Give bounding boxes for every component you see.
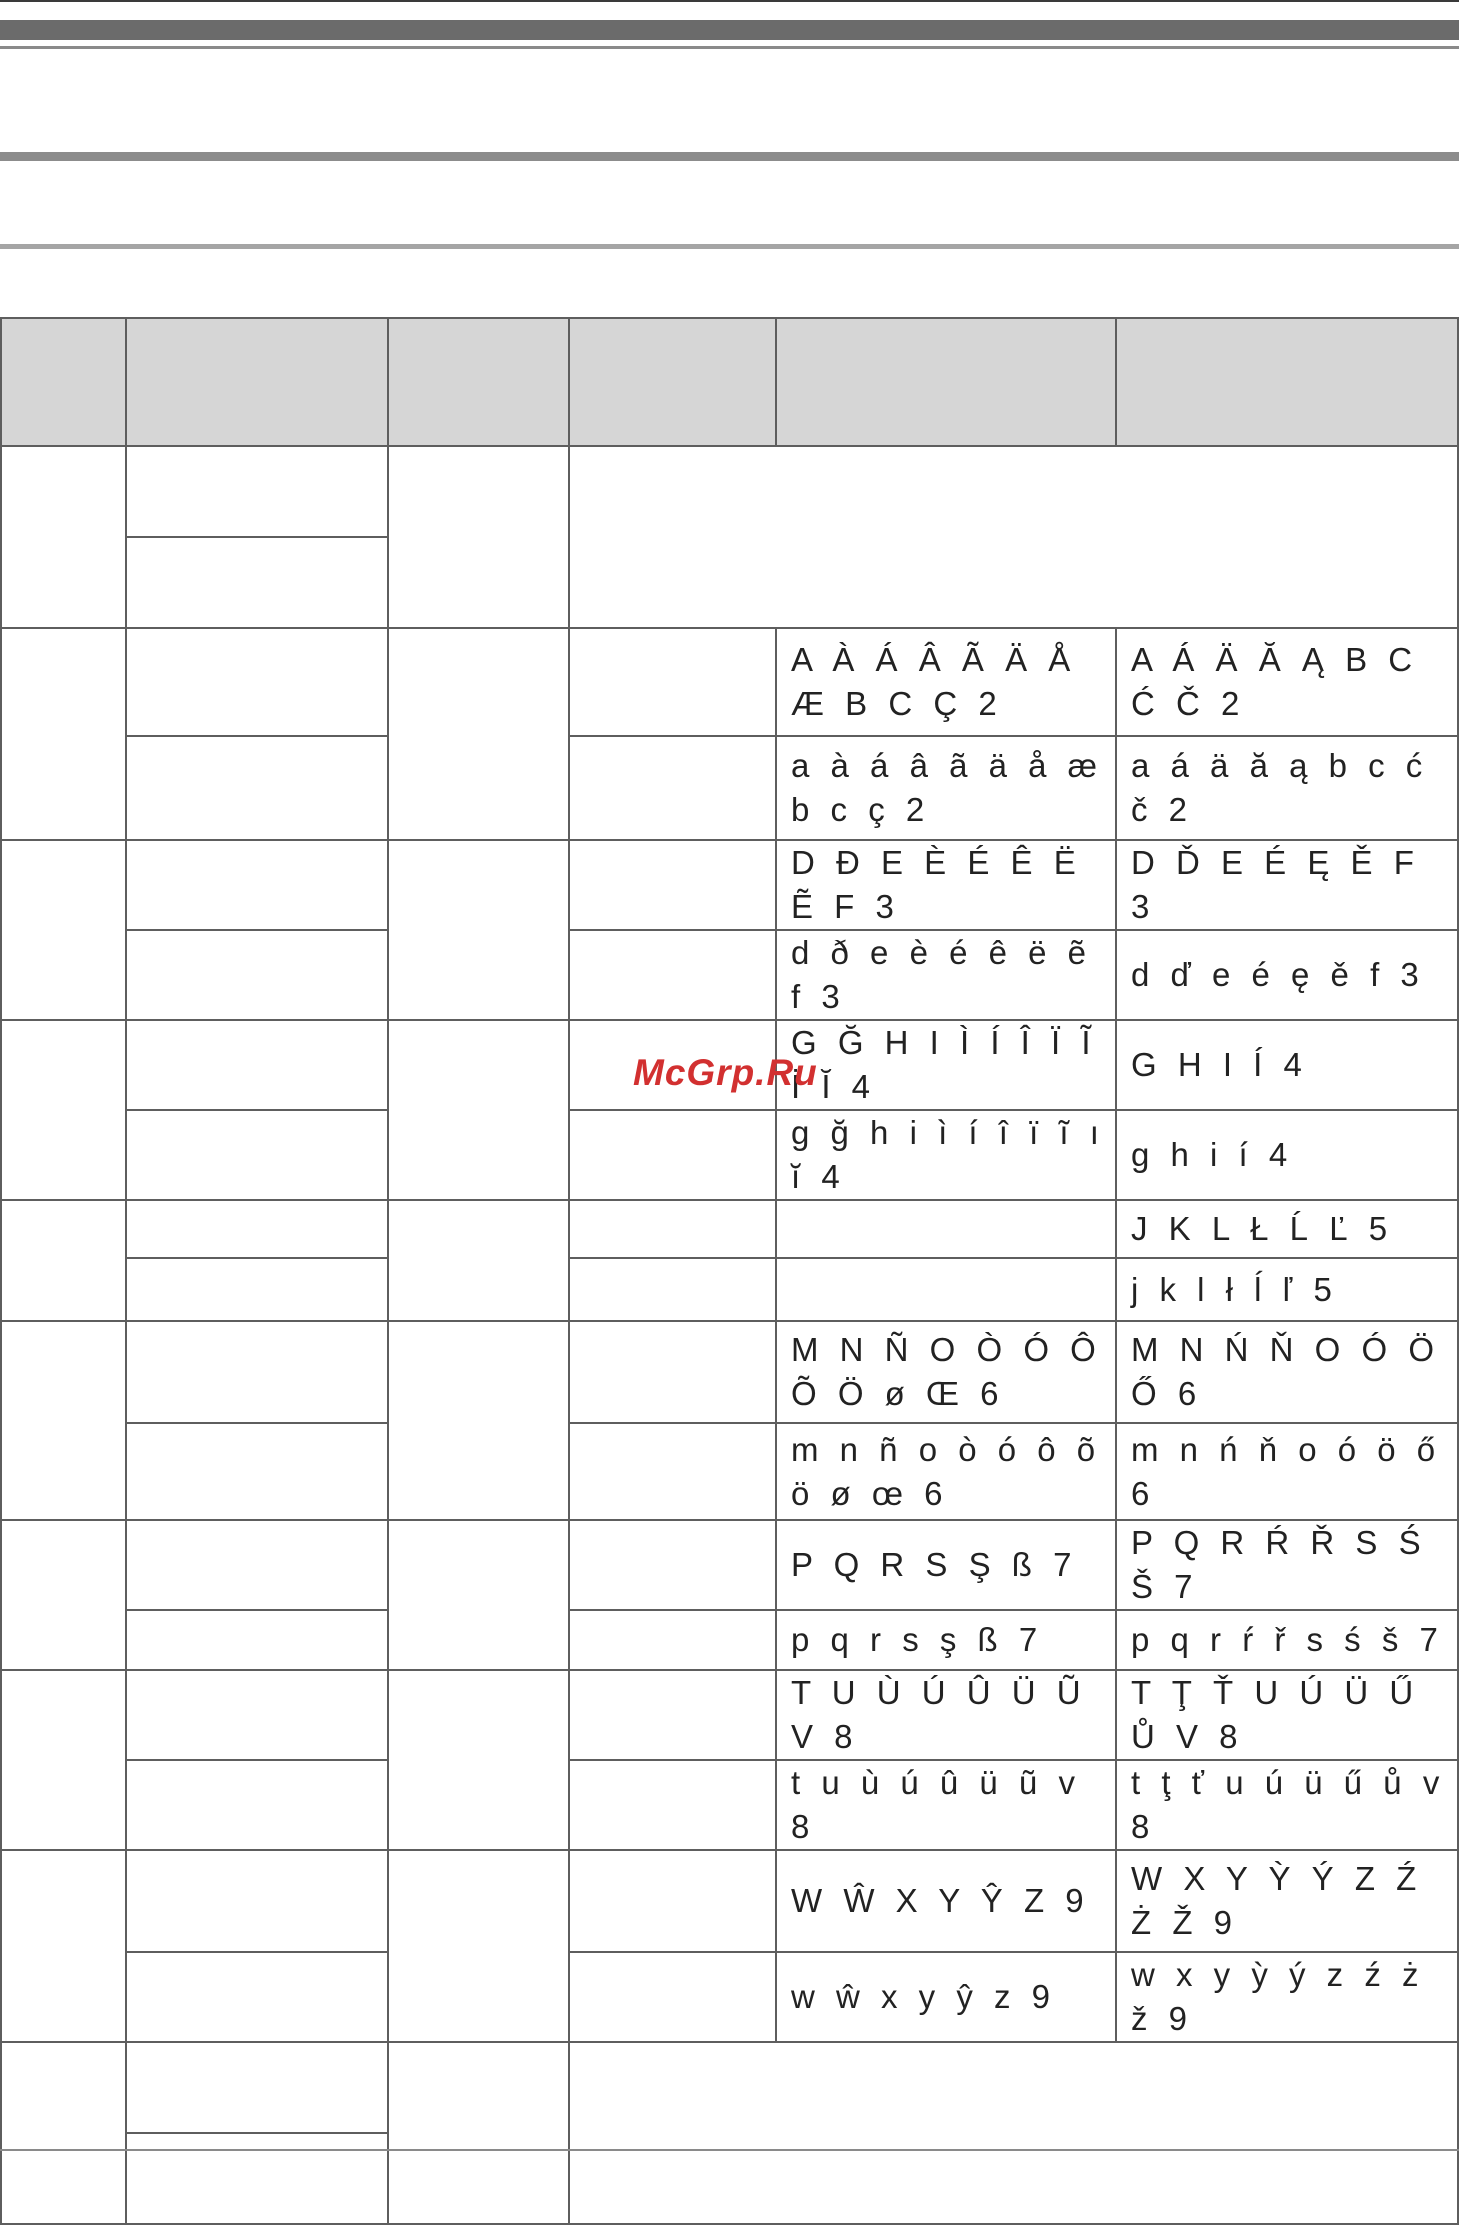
table-row xyxy=(1,1423,1458,1520)
chars-cell: w ŵ x y ŷ z 9 xyxy=(776,1952,1116,2042)
key-cell xyxy=(1,628,126,840)
chars-cell: j k l ł ĺ ľ 5 xyxy=(1116,1258,1458,1321)
chars-cell: g h i í 4 xyxy=(1116,1110,1458,1200)
chars-cell: D Ď E É Ę Ě F 3 xyxy=(1116,840,1458,930)
mode-cell xyxy=(126,1258,388,1321)
mode-cell xyxy=(126,446,388,537)
chars-cell: A Á Ä Ă Ą B C Ć Č 2 xyxy=(1116,628,1458,736)
chars-cell: t u ù ú û ü ũ v 8 xyxy=(776,1760,1116,1850)
key-cell xyxy=(1,1200,126,1321)
standard-cell xyxy=(569,736,776,840)
key-label-cell xyxy=(388,1321,569,1520)
character-table xyxy=(0,317,1459,2225)
table-row xyxy=(1,1200,1458,1258)
chars-cell: m n ń ň o ó ö ő 6 xyxy=(1116,1423,1458,1520)
key-label-cell xyxy=(388,1520,569,1670)
table-row xyxy=(1,1760,1458,1850)
key-cell xyxy=(1,1321,126,1520)
standard-cell xyxy=(569,1321,776,1423)
standard-cell xyxy=(569,930,776,1020)
mode-cell xyxy=(126,537,388,628)
standard-cell xyxy=(569,1520,776,1610)
standard-cell xyxy=(569,1258,776,1321)
mode-cell xyxy=(126,1110,388,1200)
mode-cell xyxy=(126,736,388,840)
table-row xyxy=(1,1110,1458,1200)
chars-cell: W Ŵ X Y Ŷ Z 9 xyxy=(776,1850,1116,1952)
chars-cell: d ð e è é ê ë ẽ f 3 xyxy=(776,930,1116,1020)
mode-cell xyxy=(126,1520,388,1610)
table-row xyxy=(1,1952,1458,2042)
header-cell-2 xyxy=(126,318,388,446)
chars-cell xyxy=(776,1200,1116,1258)
merged-blank-cell xyxy=(569,446,1458,628)
mode-cell xyxy=(126,1610,388,1670)
table-header-row xyxy=(1,318,1458,446)
key-cell xyxy=(1,1520,126,1670)
key-cell xyxy=(1,1670,126,1850)
key-cell xyxy=(1,2042,126,2224)
chars-cell: W X Y Ỳ Ý Z Ź Ż Ž 9 xyxy=(1116,1850,1458,1952)
table-row xyxy=(1,1520,1458,1610)
chars-cell: M N Ń Ň O Ó Ö Ő 6 xyxy=(1116,1321,1458,1423)
merged-blank-cell xyxy=(569,2042,1458,2224)
key-label-cell xyxy=(388,446,569,628)
key-label-cell xyxy=(388,2042,569,2224)
mode-cell xyxy=(126,1952,388,2042)
chars-cell: t ţ ť u ú ü ű ů v 8 xyxy=(1116,1760,1458,1850)
chars-cell: m n ñ o ò ó ô õ ö ø œ 6 xyxy=(776,1423,1116,1520)
standard-cell xyxy=(569,1850,776,1952)
chars-cell: a à á â ã ä å æ b c ç 2 xyxy=(776,736,1116,840)
table-row xyxy=(1,2042,1458,2133)
header-cell-4 xyxy=(569,318,776,446)
subsection-rule xyxy=(0,244,1459,249)
top-rule-thin xyxy=(0,0,1459,2)
table-row xyxy=(1,1321,1458,1423)
mode-cell xyxy=(126,2042,388,2133)
chars-cell: A À Á Â Ã Ä Å Æ B C Ç 2 xyxy=(776,628,1116,736)
standard-cell xyxy=(569,1670,776,1760)
top-rule-thick xyxy=(0,20,1459,40)
watermark: McGrp.Ru xyxy=(633,1052,818,1093)
key-cell xyxy=(1,1850,126,2042)
standard-cell xyxy=(569,840,776,930)
chars-cell xyxy=(776,1258,1116,1321)
chars-cell: a á ä ă ą b c ć č 2 xyxy=(1116,736,1458,840)
table-row xyxy=(1,930,1458,1020)
header-cell-3 xyxy=(388,318,569,446)
table-row xyxy=(1,1850,1458,1952)
key-label-cell xyxy=(388,1850,569,2042)
chars-cell: T Ţ Ť U Ú Ü Ű Ů V 8 xyxy=(1116,1670,1458,1760)
chars-cell: P Q R S Ş ß 7 xyxy=(776,1520,1116,1610)
chars-cell: g ğ h i ì í î ï ĩ ı ĭ 4 xyxy=(776,1110,1116,1200)
mode-cell xyxy=(126,930,388,1020)
chars-cell: G Ğ H I Ì Í Î Ï Ĩ İ Ĭ 4 xyxy=(776,1020,1116,1110)
key-label-cell xyxy=(388,1020,569,1200)
key-cell xyxy=(1,1020,126,1200)
key-label-cell xyxy=(388,1670,569,1850)
chars-cell: p q r s ş ß 7 xyxy=(776,1610,1116,1670)
mode-cell xyxy=(126,840,388,930)
key-cell xyxy=(1,840,126,1020)
standard-cell xyxy=(569,1760,776,1850)
mode-cell xyxy=(126,1850,388,1952)
chars-cell: G H I Í 4 xyxy=(1116,1020,1458,1110)
table-row xyxy=(1,628,1458,736)
top-rule-under xyxy=(0,46,1459,49)
standard-cell xyxy=(569,1200,776,1258)
chars-cell: D Đ E È É Ê Ë Ẽ F 3 xyxy=(776,840,1116,930)
header-cell-5 xyxy=(776,318,1116,446)
mode-cell xyxy=(126,1670,388,1760)
chars-cell: d ď e é ę ě f 3 xyxy=(1116,930,1458,1020)
chars-cell: M N Ñ O Ò Ó Ô Õ Ö ø Œ 6 xyxy=(776,1321,1116,1423)
standard-cell xyxy=(569,1952,776,2042)
chars-cell: T U Ù Ú Û Ü Ũ V 8 xyxy=(776,1670,1116,1760)
key-label-cell xyxy=(388,840,569,1020)
table-row xyxy=(1,1258,1458,1321)
mode-cell xyxy=(126,628,388,736)
mode-cell xyxy=(126,1321,388,1423)
chars-cell: J K L Ł Ĺ Ľ 5 xyxy=(1116,1200,1458,1258)
mode-cell xyxy=(126,2133,388,2224)
key-cell xyxy=(1,446,126,628)
table-row xyxy=(1,736,1458,840)
table-row xyxy=(1,446,1458,537)
standard-cell xyxy=(569,1423,776,1520)
chars-cell: w x y ỳ ý z ź ż ž 9 xyxy=(1116,1952,1458,2042)
mode-cell xyxy=(126,1020,388,1110)
chars-cell: P Q R Ŕ Ř S Ś Š 7 xyxy=(1116,1520,1458,1610)
key-label-cell xyxy=(388,1200,569,1321)
key-label-cell xyxy=(388,628,569,840)
standard-cell xyxy=(569,1110,776,1200)
table-row xyxy=(1,1610,1458,1670)
chars-cell: p q r ŕ ř s ś š 7 xyxy=(1116,1610,1458,1670)
mode-cell xyxy=(126,1200,388,1258)
mode-cell xyxy=(126,1760,388,1850)
section-rule xyxy=(0,152,1459,161)
table-row xyxy=(1,840,1458,930)
header-cell-6 xyxy=(1116,318,1458,446)
table-row xyxy=(1,1670,1458,1760)
mode-cell xyxy=(126,1423,388,1520)
standard-cell xyxy=(569,628,776,736)
standard-cell xyxy=(569,1610,776,1670)
header-cell-1 xyxy=(1,318,126,446)
